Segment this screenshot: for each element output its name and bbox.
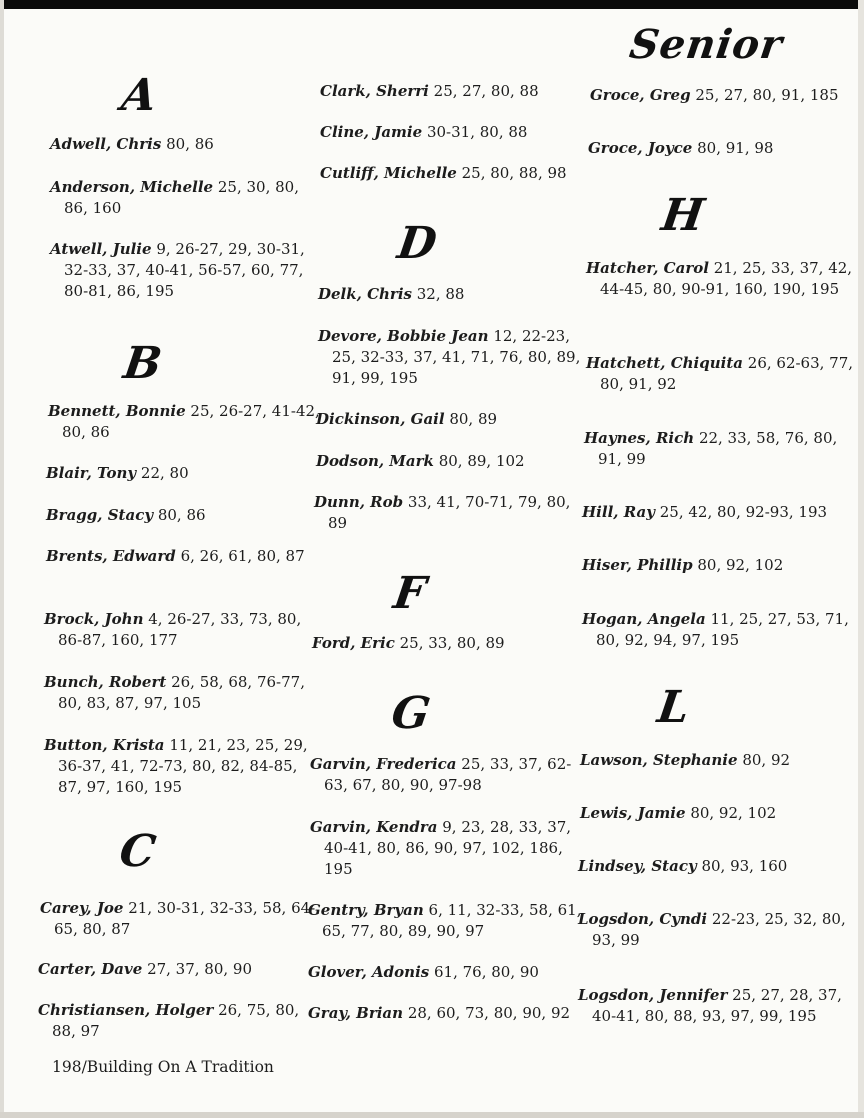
index-entry: Anderson, Michelle 25, 30, 80, 86, 160 <box>50 178 299 217</box>
index-entry: Glover, Adonis 61, 76, 80, 90 <box>308 963 539 981</box>
index-entry: Hogan, Angela 11, 25, 27, 53, 71, 80, 92, 94, 97, 195 <box>582 610 849 649</box>
index-column-1 <box>0 0 320 1118</box>
section-letter-b: B <box>120 338 165 389</box>
index-entry: Groce, Joyce 80, 91, 98 <box>588 139 774 157</box>
index-entry: Bennett, Bonnie 25, 26-27, 41-42, 80, 86 <box>48 402 320 441</box>
page-footer: 198/Building On A Tradition <box>52 1058 274 1076</box>
index-entry: Garvin, Kendra 9, 23, 28, 33, 37, 40-41, 80, 86, 90, 97, 102, 186, 195 <box>310 818 572 878</box>
section-letter-d: D <box>394 218 440 269</box>
section-letter-h: H <box>658 190 708 241</box>
page-heading: Senior <box>626 21 786 68</box>
section-letter-f: F <box>390 568 429 619</box>
index-entry: Clark, Sherri 25, 27, 80, 88 <box>320 82 539 100</box>
index-entry: Gentry, Bryan 6, 11, 32-33, 58, 61, 65, 77, 80, 89, 90, 97 <box>308 901 582 940</box>
index-entry: Atwell, Julie 9, 26-27, 29, 30-31, 32-33, 37, 40-41, 56-57, 60, 77, 80-81, 86, 195 <box>50 240 305 300</box>
index-entry: Gray, Brian 28, 60, 73, 80, 90, 92 <box>308 1004 571 1022</box>
index-entry: Button, Krista 11, 21, 23, 25, 29, 36-37, 41, 72-73, 80, 82, 84-85, 87, 97, 160, 195 <box>44 736 308 796</box>
index-entry: Cline, Jamie 30-31, 80, 88 <box>320 123 528 141</box>
index-entry: Hill, Ray 25, 42, 80, 92-93, 193 <box>582 503 828 521</box>
index-entry: Dodson, Mark 80, 89, 102 <box>316 452 525 470</box>
section-letter-a: A <box>118 70 160 121</box>
index-entry: Delk, Chris 32, 88 <box>318 285 465 303</box>
index-entry: Logsdon, Cyndi 22-23, 25, 32, 80, 93, 99 <box>578 910 846 949</box>
index-entry: Cutliff, Michelle 25, 80, 88, 98 <box>320 164 567 182</box>
index-entry: Hatcher, Carol 21, 25, 33, 37, 42, 44-45, 80, 90-91, 160, 190, 195 <box>586 259 853 298</box>
index-entry: Carter, Dave 27, 37, 80, 90 <box>38 960 253 978</box>
index-entry: Brock, John 4, 26-27, 33, 73, 80, 86-87, 160, 177 <box>44 610 302 649</box>
index-entry: Lindsey, Stacy 80, 93, 160 <box>578 857 788 875</box>
index-entry: Christiansen, Holger 26, 75, 80, 88, 97 <box>38 1001 300 1040</box>
section-letter-g: G <box>388 688 434 739</box>
index-entry: Adwell, Chris 80, 86 <box>50 135 214 153</box>
index-entry: Logsdon, Jennifer 25, 27, 28, 37, 40-41, 80, 88, 93, 97, 99, 195 <box>578 986 842 1025</box>
index-entry: Lawson, Stephanie 80, 92 <box>580 751 791 769</box>
index-column-2 <box>288 0 582 1118</box>
index-entry: Hiser, Phillip 80, 92, 102 <box>582 556 784 574</box>
section-letter-l: L <box>654 682 693 733</box>
index-entry: Ford, Eric 25, 33, 80, 89 <box>312 634 505 652</box>
index-entry: Groce, Greg 25, 27, 80, 91, 185 <box>590 86 839 104</box>
index-entry: Bunch, Robert 26, 58, 68, 76-77, 80, 83, 87, 97, 105 <box>44 673 305 712</box>
index-entry: Dickinson, Gail 80, 89 <box>316 410 498 428</box>
index-entry: Devore, Bobbie Jean 12, 22-23, 25, 32-33, 37, 41, 71, 76, 80, 89, 91, 99, 195 <box>318 327 581 387</box>
index-entry: Lewis, Jamie 80, 92, 102 <box>580 804 777 822</box>
section-letter-c: C <box>116 826 159 877</box>
index-entry: Bragg, Stacy 80, 86 <box>46 506 206 524</box>
index-entry: Dunn, Rob 33, 41, 70-71, 79, 80, 89 <box>314 493 571 532</box>
index-column-3 <box>568 0 858 1118</box>
index-entry: Hatchett, Chiquita 26, 62-63, 77, 80, 91, 92 <box>586 354 854 393</box>
scan-right-edge <box>858 0 864 1118</box>
index-entry: Brents, Edward 6, 26, 61, 80, 87 <box>46 547 305 565</box>
index-entry: Garvin, Frederica 25, 33, 37, 62-63, 67, 80, 90, 97-98 <box>310 755 572 794</box>
index-entry: Haynes, Rich 22, 33, 58, 76, 80, 91, 99 <box>584 429 838 468</box>
index-entry: Carey, Joe 21, 30-31, 32-33, 58, 64-65, 80, 87 <box>40 899 316 938</box>
index-entry: Blair, Tony 22, 80 <box>46 464 189 482</box>
